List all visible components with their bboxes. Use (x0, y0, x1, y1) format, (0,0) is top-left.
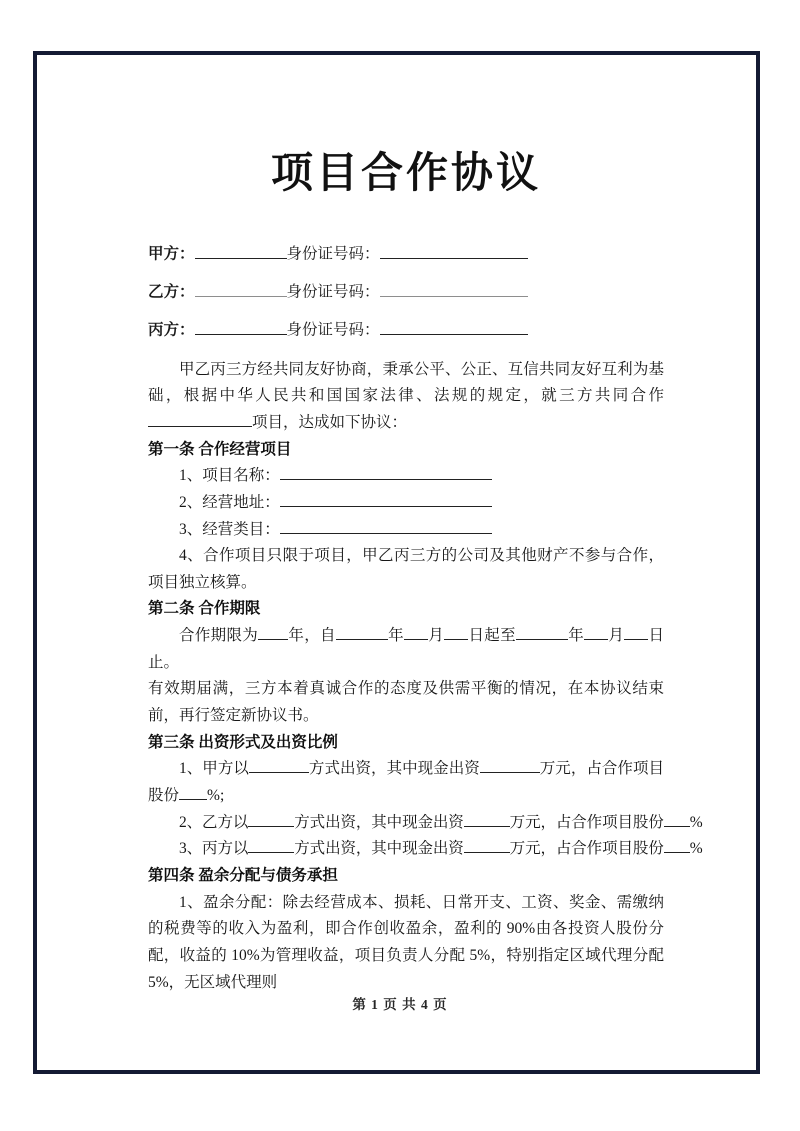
term-text-2: 年，自 (288, 627, 336, 645)
party-id-blank-c[interactable] (380, 318, 528, 335)
investor-a-form-blank[interactable] (249, 757, 309, 774)
investor-b-text-4: % (689, 813, 703, 831)
preamble-paragraph (148, 357, 664, 437)
investor-a-text-4: 份 (163, 787, 180, 805)
investor-c-text-1: 3、丙方以 (179, 840, 249, 858)
party-label-a: 甲方： (148, 245, 195, 263)
article1-item-category (148, 517, 664, 544)
investor-c-text-2: 方式出资，其中现金出资 (294, 840, 464, 858)
article1-item-project-name (148, 463, 664, 490)
page-title: 项目合作协议 (270, 151, 541, 197)
preamble-text-2: 项目，达成如下协议： (252, 413, 408, 431)
article-heading-3: 第三条 出资形式及出资比例 (148, 733, 338, 751)
party-row (148, 318, 664, 340)
article3-investor-a (148, 756, 664, 809)
party-label-b: 乙方： (148, 283, 195, 301)
party-label-c: 丙方： (148, 321, 195, 339)
article2-term-line (148, 623, 664, 676)
investor-c-text-3: 万元，占合作项目股份 (509, 840, 664, 858)
term-text-6: 年 (567, 627, 585, 645)
investor-a-text-2: 方式出资，其中现金出资 (308, 760, 480, 778)
term-text-7: 月 (608, 627, 625, 645)
end-day-blank[interactable] (624, 624, 648, 641)
article3-investor-c (148, 836, 703, 863)
start-year-blank[interactable] (336, 624, 388, 641)
term-text-3: 年 (387, 627, 404, 645)
end-month-blank[interactable] (584, 624, 608, 641)
term-text-1: 合作期限为 (179, 627, 259, 645)
term-years-blank[interactable] (258, 624, 288, 641)
start-day-blank[interactable] (444, 624, 468, 641)
investor-b-text-3: 万元，占合作项目股份 (509, 813, 664, 831)
party-id-blank-b[interactable] (380, 280, 528, 297)
preamble-text-1: 甲乙丙三方经共同友好协商，秉承公平、公正、互信共同友好互利为基础，根据中华人民共和国国家法律、法规的规定，就三方共同合作 (148, 360, 664, 405)
label-business-address: 2、经营地址： (179, 493, 280, 511)
investor-a-text-1: 1、甲方以 (179, 760, 249, 778)
preamble-project-blank[interactable] (148, 410, 252, 427)
start-month-blank[interactable] (404, 624, 428, 641)
investor-b-share-blank[interactable] (664, 810, 690, 827)
article3-investor-b (148, 810, 703, 837)
investor-a-share-blank[interactable] (179, 784, 207, 801)
id-label-b: 身份证号码： (286, 283, 380, 301)
page-footer: 第 1 页 共 4 页 (352, 997, 448, 1012)
article2-paragraph: 有效期届满，三方本着真诚合作的态度及供需平衡的情况，在本协议结束前，再行签定新协议书。 (148, 680, 664, 725)
investor-b-cash-blank[interactable] (464, 810, 510, 827)
term-text-8: 日止。 (148, 627, 664, 671)
term-text-4: 月 (427, 627, 445, 645)
term-text-5: 日起至 (468, 627, 516, 645)
party-name-blank-b[interactable] (195, 280, 287, 297)
business-category-blank[interactable] (280, 517, 492, 534)
label-business-category: 3、经营类目： (179, 520, 280, 538)
investor-c-text-4: % (689, 840, 703, 858)
id-label-c: 身份证号码： (286, 321, 380, 339)
investor-b-form-blank[interactable] (248, 810, 294, 827)
investor-c-share-blank[interactable] (664, 837, 690, 854)
document-content (148, 150, 703, 996)
party-name-blank-c[interactable] (195, 318, 287, 335)
article-heading-2: 第二条 合作期限 (148, 600, 261, 618)
party-id-blank-a[interactable] (380, 242, 528, 259)
article1-paragraph-4: 4、合作项目只限于项目，甲乙丙三方的公司及其他财产不参与合作，项目独立核算。 (148, 547, 664, 591)
party-row (148, 242, 664, 264)
business-address-blank[interactable] (280, 490, 492, 507)
id-label-a: 身份证号码： (286, 245, 380, 263)
party-name-blank-a[interactable] (195, 242, 287, 259)
party-row (148, 280, 664, 302)
investor-c-form-blank[interactable] (248, 837, 294, 854)
investor-c-cash-blank[interactable] (464, 837, 510, 854)
investor-b-text-2: 方式出资，其中现金出资 (294, 813, 464, 831)
investor-b-text-1: 2、乙方以 (179, 813, 249, 831)
investor-a-text-3: 万元，占合作项目股 (148, 760, 664, 805)
end-year-blank[interactable] (516, 624, 568, 641)
investor-a-cash-blank[interactable] (480, 757, 540, 774)
project-name-blank[interactable] (280, 464, 492, 481)
article-heading-1: 第一条 合作经营项目 (148, 440, 292, 458)
article4-paragraph: 1、盈余分配：除去经营成本、损耗、日常开支、工资、奖金、需缴纳的税费等的收入为盈利，即合作创收盈余，盈利的 90%由各投资人股份分配，收益的 10%为管理收益，项目负责人分配 5%，特别指定区域代理分配 5%，无区域代理则 (148, 893, 664, 991)
article1-item-address (148, 490, 664, 517)
investor-a-text-5: %; (207, 787, 225, 805)
article-heading-4: 第四条 盈余分配与债务承担 (148, 867, 338, 885)
label-project-name: 1、项目名称： (179, 467, 280, 485)
